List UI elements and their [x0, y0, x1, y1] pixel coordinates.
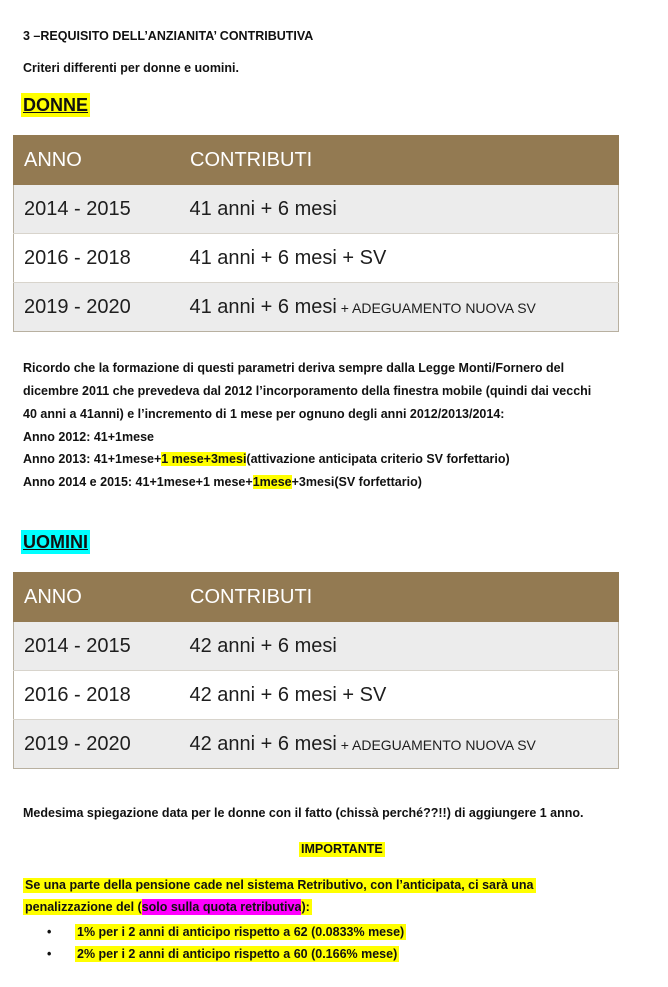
table-row: [14, 671, 619, 720]
table-row: [14, 622, 619, 671]
table-header-row: [14, 136, 619, 185]
importante-title: IMPORTANTE: [301, 842, 383, 856]
contributi-extra: + ADEGUAMENTO NUOVA SV: [336, 736, 536, 753]
section-title-uomini: UOMINI: [23, 532, 88, 552]
table-row: [14, 185, 619, 234]
cell-contributi: [180, 720, 619, 769]
document-heading: 3 –REQUISITO DELL’ANZIANITA’ CONTRIBUTIVA: [23, 29, 314, 43]
donne-table: [13, 135, 619, 332]
penalty-close: ):: [301, 900, 310, 914]
cell-anno: 2014 - 2015: [14, 185, 180, 234]
bullet-icon: •: [47, 947, 52, 961]
cell-anno: 2019 - 2020: [14, 720, 180, 769]
paragraph-line: 40 anni a 41anni) e l’incremento di 1 mese per ognuno degli anni 2012/2013/2014:: [23, 407, 505, 421]
cell-anno: 2014 - 2015: [14, 622, 180, 671]
contributi-value: 41 anni + 6 mesi: [189, 295, 337, 318]
year-2013-base: Anno 2013: 41+1mese+: [23, 452, 162, 466]
paragraph-line: Ricordo che la formazione di questi parametri deriva sempre dalla Legge Monti/Fornero del: [23, 361, 565, 375]
cell-contributi: [180, 283, 619, 332]
table-row: [14, 720, 619, 769]
cell-contributi: 42 anni + 6 mesi: [180, 622, 619, 671]
cell-contributi: 41 anni + 6 mesi + SV: [180, 234, 619, 283]
year-2014-note: +3mesi(SV forfettario): [291, 475, 422, 489]
paragraph-line: dicembre 2011 che prevedeva dal 2012 l’incorporamento della finestra mobile (quindi dai vecchi: [23, 384, 592, 398]
contributi-extra: + ADEGUAMENTO NUOVA SV: [336, 299, 536, 316]
list-item: [47, 946, 467, 968]
highlighted-increment: 1 mese+3mesi: [161, 452, 247, 466]
cell-contributi: 41 anni + 6 mesi: [180, 185, 619, 234]
contributi-value: 42 anni + 6 mesi: [189, 732, 337, 755]
year-2013-note: (attivazione anticipata criterio SV forfettario): [246, 452, 510, 466]
cell-contributi: 42 anni + 6 mesi + SV: [180, 671, 619, 720]
cell-anno: 2016 - 2018: [14, 671, 180, 720]
list-item: [47, 924, 467, 946]
importante-line-2: [23, 901, 312, 914]
penalty-intro: penalizzazione del (: [25, 900, 142, 914]
table-header-row: [14, 573, 619, 622]
table-row: [14, 234, 619, 283]
column-header-contributi: CONTRIBUTI: [180, 136, 619, 185]
column-header-anno: ANNO: [14, 136, 180, 185]
year-2014-base: Anno 2014 e 2015: 41+1mese+1 mese+: [23, 475, 253, 489]
cell-anno: 2019 - 2020: [14, 283, 180, 332]
bullet-icon: •: [47, 925, 52, 939]
cell-anno: 2016 - 2018: [14, 234, 180, 283]
column-header-anno: ANNO: [14, 573, 180, 622]
year-2012-line: Anno 2012: 41+1mese: [23, 430, 154, 444]
table-row: [14, 283, 619, 332]
list-item-text: 2% per i 2 anni di anticipo rispetto a 60 (0.166% mese): [77, 947, 398, 961]
year-2013-line: [23, 453, 510, 466]
uomini-table: [13, 572, 619, 769]
list-item-text: 1% per i 2 anni di anticipo rispetto a 62 (0.0833% mese): [77, 925, 405, 939]
section-title-donne: DONNE: [23, 95, 89, 115]
highlighted-increment: 1mese: [252, 475, 292, 489]
penalty-list: [47, 924, 467, 968]
subheading: Criteri differenti per donne e uomini.: [23, 61, 239, 75]
highlighted-retributiva: solo sulla quota retributiva: [141, 900, 302, 914]
year-2014-line: [23, 476, 422, 489]
column-header-contributi: CONTRIBUTI: [180, 573, 619, 622]
importante-line: Se una parte della pensione cade nel sistema Retributivo, con l’anticipata, ci sarà una: [25, 878, 534, 892]
uomini-explanation: Medesima spiegazione data per le donne con il fatto (chissà perché??!!) di aggiungere 1 anno.: [23, 806, 584, 820]
